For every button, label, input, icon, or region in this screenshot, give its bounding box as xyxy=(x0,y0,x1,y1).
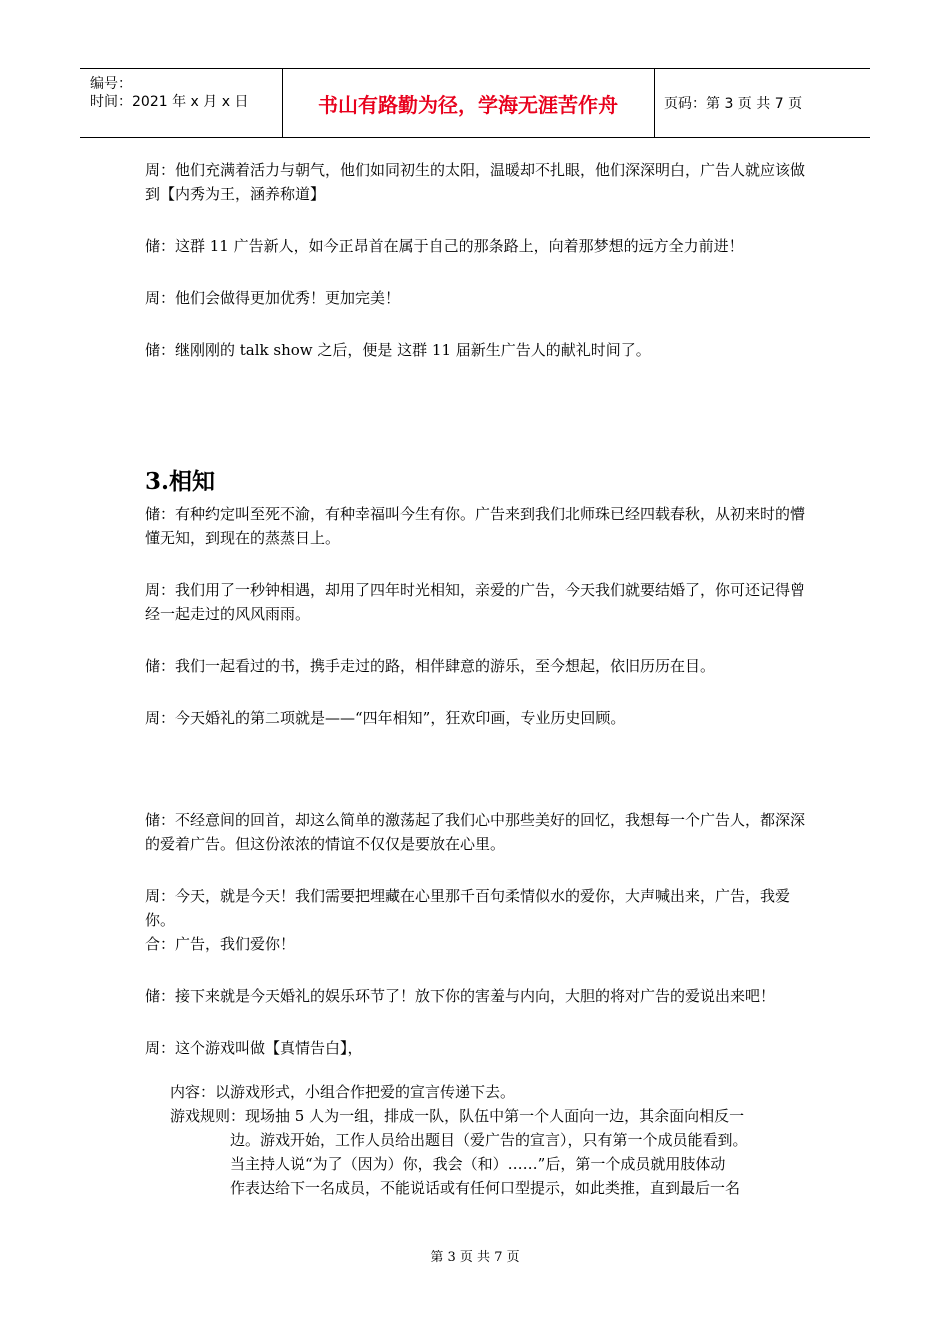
doc-number-label: 编号： xyxy=(90,76,132,92)
paragraph: 合：广告，我们爱你！ xyxy=(145,935,296,953)
document-body xyxy=(145,158,810,1200)
header-page-number: 页码：第 3 页 共 7 页 xyxy=(664,96,803,112)
paragraph: 储：接下来就是今天婚礼的娱乐环节了！放下你的害羞与内向，大胆的将对广告的爱说出来吧！ xyxy=(145,987,776,1005)
page-header xyxy=(80,68,870,138)
paragraph: 储：不经意间的回首，却这么简单的激荡起了我们心中那些美好的回忆，我想每一个广告人，都深深的爱着广告。但这份浓浓的情谊不仅仅是要放在心里。 xyxy=(145,811,806,853)
doc-date: 时间：2021 年 x 月 x 日 xyxy=(90,94,249,110)
paragraph: 周：我们用了一秒钟相遇，却用了四年时光相知，亲爱的广告，今天我们就要结婚了，你可还记得曾经一起走过的风风雨雨。 xyxy=(145,581,806,623)
paragraph: 储：继刚刚的 talk show 之后，便是 这群 11 届新生广告人的献礼时间了。 xyxy=(145,341,651,359)
game-rules-continuation: 边。游戏开始，工作人员给出题目（爱广告的宣言），只有第一个成员能看到。 xyxy=(230,1131,748,1149)
paragraph: 周：他们会做得更加优秀！更加完美！ xyxy=(145,289,401,307)
paragraph: 周：他们充满着活力与朝气，他们如同初生的太阳，温暖却不扎眼，他们深深明白，广告人就应该做到【内秀为王，涵养称道】 xyxy=(145,161,806,203)
game-description xyxy=(145,1080,810,1200)
header-motto: 书山有路勤为径，学海无涯苦作舟 xyxy=(282,69,655,137)
paragraph: 周：今天婚礼的第二项就是——“四年相知”，狂欢印画，专业历史回顾。 xyxy=(145,709,626,727)
paragraph: 储：我们一起看过的书，携手走过的路，相伴肆意的游乐，至今想起，依旧历历在目。 xyxy=(145,657,716,675)
game-content-line: 内容：以游戏形式，小组合作把爱的宣言传递下去。 xyxy=(170,1083,516,1101)
paragraph: 周：这个游戏叫做【真情告白】， xyxy=(145,1039,363,1057)
section-heading: 3.相知 xyxy=(145,468,216,495)
page-footer: 第 3 页 共 7 页 xyxy=(430,1250,520,1265)
game-rules-continuation: 作表达给下一名成员，不能说话或有任何口型提示，如此类推，直到最后一名 xyxy=(230,1179,741,1197)
game-rules-line: 游戏规则：现场抽 5 人为一组，排成一队，队伍中第一个人面向一边，其余面向相反一 xyxy=(170,1107,745,1125)
paragraph: 储：这群 11 广告新人，如今正昂首在属于自己的那条路上，向着那梦想的远方全力前进！ xyxy=(145,237,744,255)
paragraph: 周：今天，就是今天！我们需要把埋藏在心里那千百句柔情似水的爱你，大声喊出来，广告，我爱你。 xyxy=(145,887,791,929)
header-meta-cell xyxy=(80,69,283,137)
paragraph: 储：有种约定叫至死不渝，有种幸福叫今生有你。广告来到我们北师珠已经四载春秋，从初来时的懵懂无知，到现在的蒸蒸日上。 xyxy=(145,505,806,547)
game-rules-continuation: 当主持人说“为了（因为）你，我会（和）……”后，第一个成员就用肢体动 xyxy=(230,1155,726,1173)
